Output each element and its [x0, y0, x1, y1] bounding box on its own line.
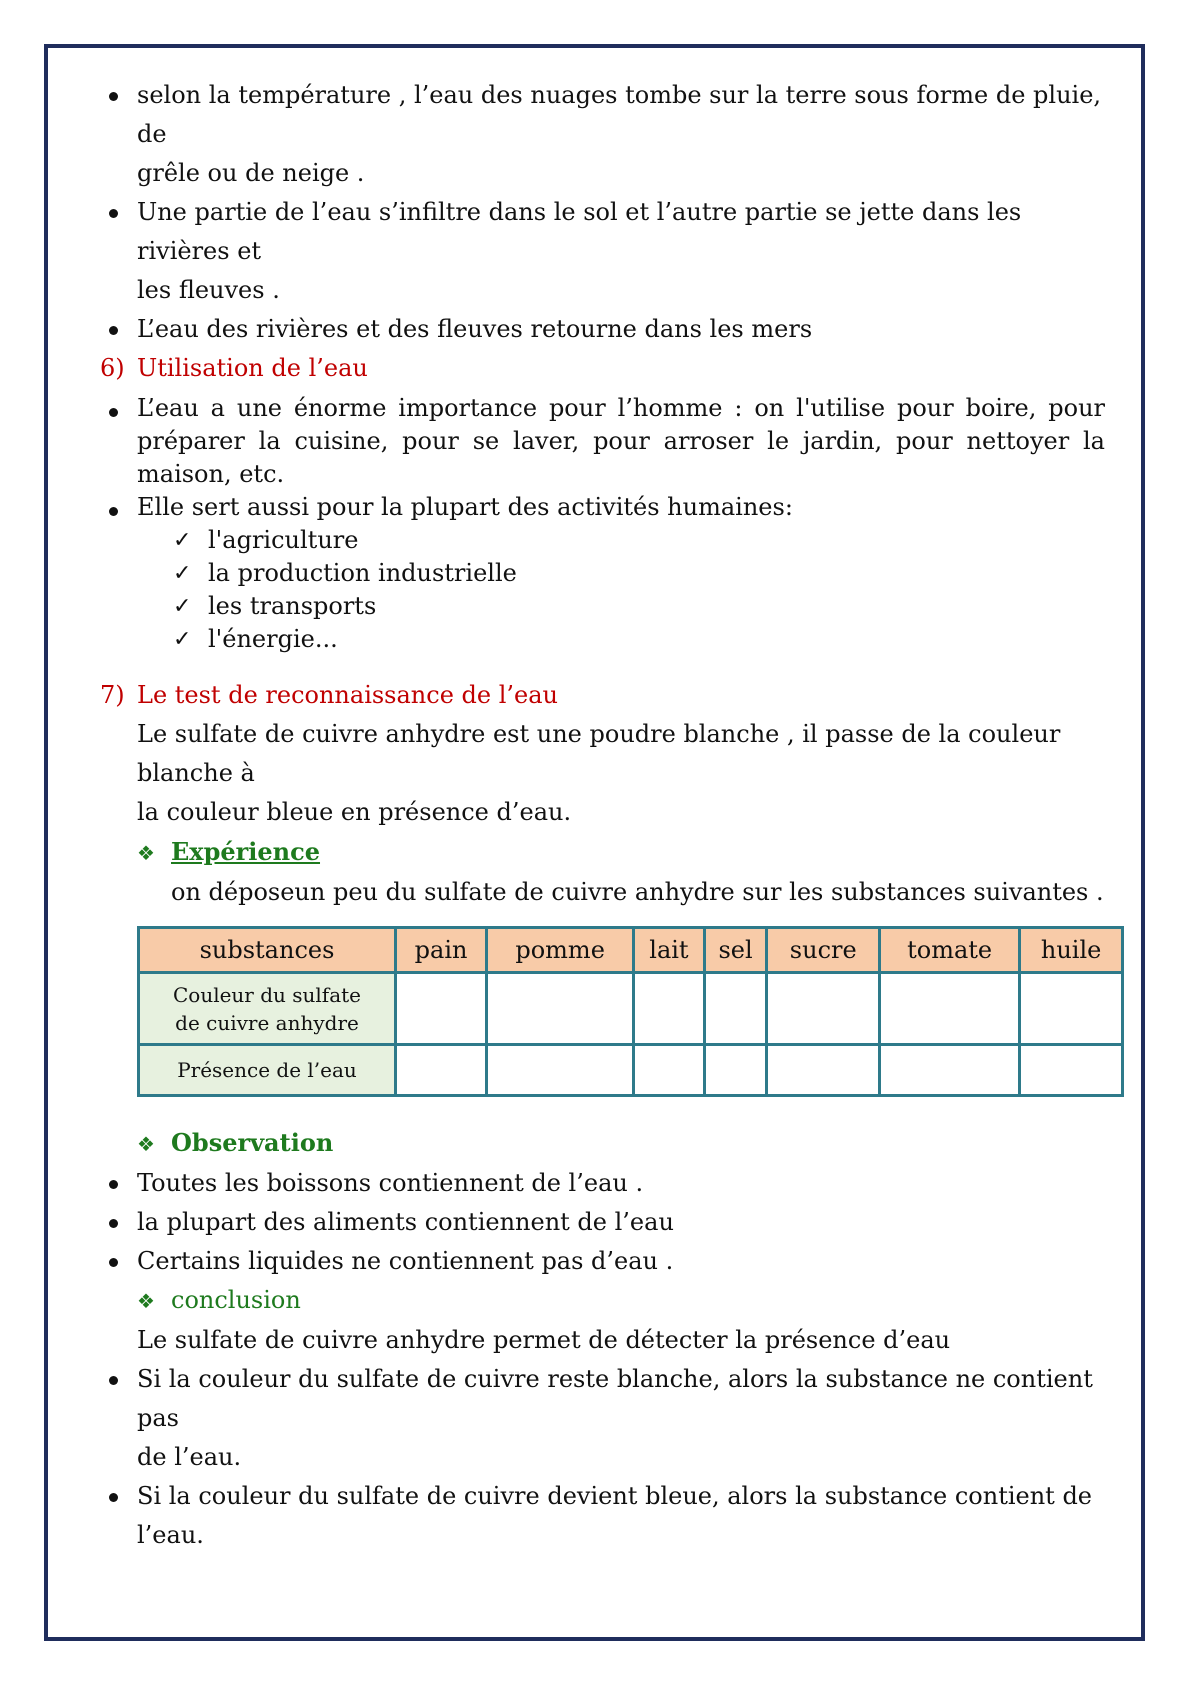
check-text: les transports [208, 592, 377, 620]
bullet-text: L’eau a une énorme importance pour l’homme : on l'utilise pour boire, pour préparer la cuisine, pour se laver, pour arroser le jardin, pour nettoyer la maison, etc. [137, 394, 1105, 488]
section-7-heading [100, 676, 1105, 715]
bullet-item [100, 1242, 1105, 1281]
table-cell [634, 1045, 705, 1096]
row-label-line: Couleur du sulfate [172, 982, 362, 1007]
section-title: Le test de reconnaissance de l’eau [137, 681, 559, 709]
bullet-item [100, 1360, 1105, 1477]
experience-text: on déposeun peu du sulfate de cuivre anhydre sur les substances suivantes . [171, 878, 1104, 906]
table-cell [1020, 1045, 1123, 1096]
bullet-item [100, 491, 1105, 524]
table-cell [767, 1045, 880, 1096]
table-row [139, 1045, 1123, 1096]
conclusion-heading [100, 1281, 1105, 1321]
document-content [100, 76, 1105, 1555]
check-text: l'agriculture [208, 526, 359, 554]
section-number: 6) [100, 354, 125, 382]
table-cell [767, 973, 880, 1045]
table-header-cell: sucre [767, 928, 880, 973]
bullet-text: Toutes les boissons contiennent de l’eau . [137, 1169, 644, 1197]
observation-heading [100, 1123, 1105, 1164]
diamond-bullet-icon: ❖ [137, 841, 155, 865]
conclusion-text: Le sulfate de cuivre anhydre permet de détecter la présence d’eau [137, 1326, 951, 1354]
bullet-item [100, 392, 1105, 491]
bullet-item [100, 1164, 1105, 1203]
table-cell [704, 973, 767, 1045]
table-cell [704, 1045, 767, 1096]
bullet-text: Si la couleur du sulfate de cuivre reste blanche, alors la substance ne contient pas [137, 1365, 1093, 1432]
bullet-text: de l’eau. [137, 1443, 242, 1471]
check-text: la production industrielle [208, 559, 517, 587]
check-item [100, 590, 1105, 623]
intro-line: Le sulfate de cuivre anhydre est une poudre blanche , il passe de la couleur blanche à [137, 720, 1061, 787]
check-item [100, 557, 1105, 590]
page-frame [44, 44, 1145, 1641]
row-label-color [139, 973, 396, 1045]
section-number: 7) [100, 681, 125, 709]
substances-table [137, 926, 1124, 1097]
section-title: Utilisation de l’eau [137, 354, 368, 382]
section-6-heading [100, 349, 1105, 388]
bullet-text: Si la couleur du sulfate de cuivre devient bleue, alors la substance contient de [137, 1482, 1093, 1510]
check-item [100, 623, 1105, 656]
intro-paragraph [100, 715, 1105, 832]
observation-title: Observation [171, 1128, 334, 1157]
table-cell [396, 973, 487, 1045]
bullet-text: Elle sert aussi pour la plupart des activités humaines: [137, 493, 793, 521]
check-text: l'énergie... [208, 625, 338, 653]
intro-line: la couleur bleue en présence d’eau. [137, 798, 572, 826]
row-label-line: de cuivre anhydre [175, 1010, 359, 1035]
table-row [139, 973, 1123, 1045]
table-header-cell: pomme [487, 928, 634, 973]
bullet-text: l’eau. [137, 1521, 204, 1549]
bullet-text: selon la température , l’eau des nuages tombe sur la terre sous forme de pluie, de [137, 81, 1102, 148]
check-icon: ✓ [173, 594, 192, 619]
experience-title: Expérience [171, 837, 321, 866]
table-cell [487, 1045, 634, 1096]
table-header-cell: substances [139, 928, 396, 973]
table-header-cell: tomate [880, 928, 1020, 973]
bullet-text: Une partie de l’eau s’infiltre dans le sol et l’autre partie se jette dans les rivières et [137, 198, 1022, 265]
check-icon: ✓ [173, 528, 192, 553]
experience-heading [100, 832, 1105, 873]
check-icon: ✓ [173, 627, 192, 652]
table-header-cell: pain [396, 928, 487, 973]
table-cell [1020, 973, 1123, 1045]
table-cell [396, 1045, 487, 1096]
diamond-bullet-icon: ❖ [137, 1132, 155, 1156]
check-item [100, 524, 1105, 557]
table-header-row [139, 928, 1123, 973]
table-cell [487, 973, 634, 1045]
table-header-cell: huile [1020, 928, 1123, 973]
conclusion-title: conclusion [171, 1286, 301, 1314]
row-label-water: Présence de l’eau [139, 1045, 396, 1096]
bullet-item [100, 76, 1105, 193]
bullet-item [100, 193, 1105, 310]
check-icon: ✓ [173, 561, 192, 586]
bullet-item [100, 1477, 1105, 1555]
diamond-bullet-icon: ❖ [137, 1289, 155, 1313]
table-header-cell: lait [634, 928, 705, 973]
bullet-item [100, 1203, 1105, 1242]
bullet-text: grêle ou de neige . [137, 159, 365, 187]
bullet-text: les fleuves . [137, 276, 280, 304]
table-cell [880, 973, 1020, 1045]
bullet-text: Certains liquides ne contiennent pas d’eau . [137, 1247, 674, 1275]
table-cell [634, 973, 705, 1045]
bullet-item [100, 310, 1105, 349]
table-cell [880, 1045, 1020, 1096]
table-header-cell: sel [704, 928, 767, 973]
bullet-text: L’eau des rivières et des fleuves retourne dans les mers [137, 315, 813, 343]
bullet-text: la plupart des aliments contiennent de l’eau [137, 1208, 674, 1236]
